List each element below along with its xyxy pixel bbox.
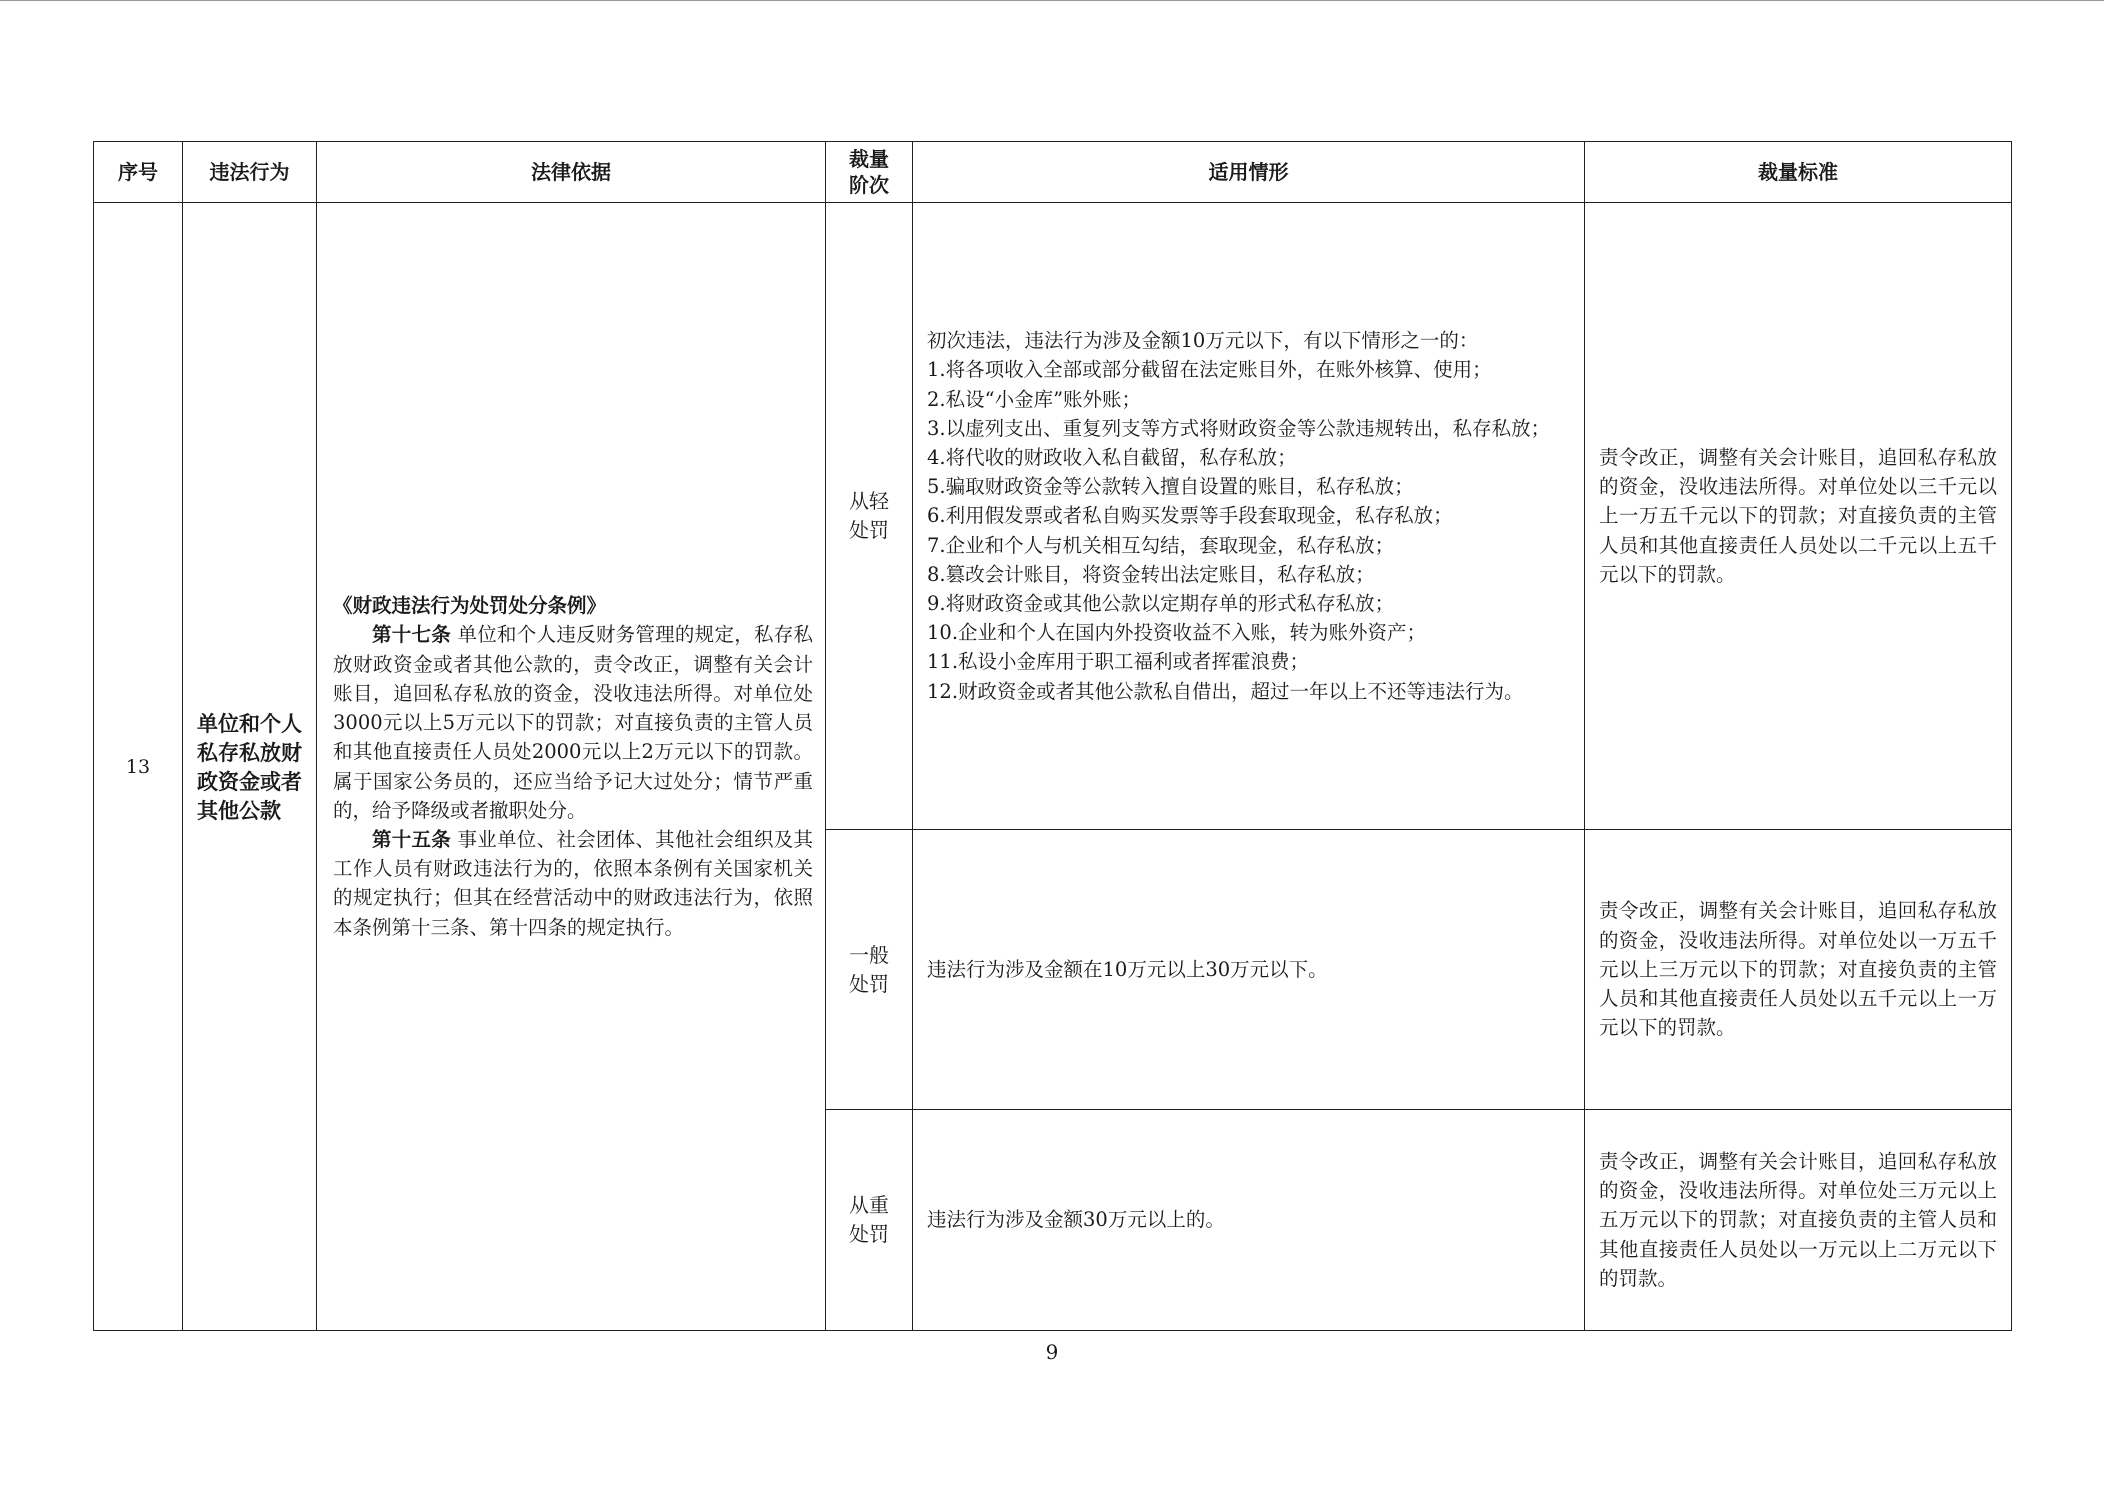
situation-item: 2.私设“小金库”账外账； bbox=[927, 387, 1142, 411]
header-act: 违法行为 bbox=[183, 142, 317, 203]
basis-title: 《财政违法行为处罚处分条例》 bbox=[333, 594, 607, 618]
tier-level-light bbox=[826, 203, 913, 830]
situation-item: 8.篡改会计账目，将资金转出法定账目，私存私放； bbox=[927, 562, 1375, 586]
tier-level-general-label: 一般处罚 bbox=[849, 942, 889, 996]
article-17-head: 第十七条 bbox=[372, 623, 452, 647]
legal-basis bbox=[317, 203, 826, 1331]
situation-intro: 初次违法，违法行为涉及金额10万元以下，有以下情形之一的： bbox=[927, 329, 1479, 353]
tier-situation-general: 违法行为涉及金额在10万元以上30万元以下。 bbox=[913, 830, 1585, 1110]
discretion-table bbox=[93, 141, 2012, 1331]
situation-item: 7.企业和个人与机关相互勾结，套取现金，私存私放； bbox=[927, 533, 1395, 557]
situation-item: 6.利用假发票或者私自购买发票等手段套取现金，私存私放； bbox=[927, 504, 1453, 528]
tier-situation-heavy: 违法行为涉及金额30万元以上的。 bbox=[913, 1110, 1585, 1331]
tier-situation-light bbox=[913, 203, 1585, 830]
tier-level-light-label: 从轻处罚 bbox=[849, 489, 889, 542]
page-number: 9 bbox=[1045, 1340, 1059, 1364]
table-header-row bbox=[94, 142, 2012, 203]
tier-level-heavy bbox=[826, 1110, 913, 1331]
situation-item: 11.私设小金库用于职工福利或者挥霍浪费； bbox=[927, 650, 1310, 674]
situation-item: 12.财政资金或者其他公款私自借出，超过一年以上不还等违法行为。 bbox=[927, 679, 1524, 703]
situation-item: 9.将财政资金或其他公款以定期存单的形式私存私放； bbox=[927, 592, 1395, 615]
header-situation: 适用情形 bbox=[913, 142, 1585, 203]
situation-item: 3.以虚列支出、重复列支等方式将财政资金等公款违规转出，私存私放； bbox=[927, 416, 1551, 440]
situation-item: 10.企业和个人在国内外投资收益不入账，转为账外资产； bbox=[927, 621, 1427, 645]
article-15-head: 第十五条 bbox=[372, 827, 452, 851]
tier-level-general bbox=[826, 830, 913, 1110]
header-basis: 法律依据 bbox=[317, 142, 826, 203]
header-no: 序号 bbox=[94, 142, 183, 203]
situation-item: 5.骗取财政资金等公款转入擅自设置的账目，私存私放； bbox=[927, 475, 1414, 499]
basis-article-15 bbox=[333, 825, 813, 942]
situation-item: 1.将各项收入全部或部分截留在法定账目外，在账外核算、使用； bbox=[927, 358, 1492, 382]
article-15-text: 事业单位、社会团体、其他社会组织及其工作人员有财政违法行为的，依照本条例有关国家机关的规定执行；但其在经营活动中的财政违法行为，依照本条例第十三条、第十四条的规定执行。 bbox=[333, 827, 813, 939]
row-number: 13 bbox=[94, 203, 183, 1331]
tier-standard-heavy: 责令改正，调整有关会计账目，追回私存私放的资金，没收违法所得。对单位处三万元以上五万元以下的罚款；对直接负责的主管人员和其他直接责任人员处以一万元以上二万元以下的罚款。 bbox=[1585, 1110, 2012, 1331]
article-17-text: 单位和个人违反财务管理的规定，私存私放财政资金或者其他公款的，责令改正，调整有关会计账目，追回私存私放的资金，没收违法所得。对单位处3000元以上5万元以下的罚款；对直接负责的主管人员和其他直接责任人员处2000元以上2万元以下的罚款。属于国家公务员的，还应当给予记大过处分；情节严重的，给予降级或者撤职处分。 bbox=[333, 623, 813, 822]
violation-act: 单位和个人私存私放财政资金或者其他公款 bbox=[183, 203, 317, 1331]
header-level: 裁量阶次 bbox=[826, 142, 913, 203]
tier-standard-general: 责令改正，调整有关会计账目，追回私存私放的资金，没收违法所得。对单位处以一万五千元以上三万元以下的罚款；对直接负责的主管人员和其他直接责任人员处以五千元以上一万元以下的罚款。 bbox=[1585, 830, 2012, 1110]
table-row bbox=[94, 203, 2012, 830]
tier-level-heavy-label: 从重处罚 bbox=[849, 1193, 889, 1246]
situation-item: 4.将代收的财政收入私自截留，私存私放； bbox=[927, 445, 1297, 469]
header-standard: 裁量标准 bbox=[1585, 142, 2012, 203]
tier-standard-light: 责令改正，调整有关会计账目，追回私存私放的资金，没收违法所得。对单位处以三千元以上一万五千元以下的罚款；对直接负责的主管人员和其他直接责任人员处以二千元以上五千元以下的罚款。 bbox=[1585, 203, 2012, 830]
top-border-line bbox=[0, 0, 2104, 1]
basis-article-17 bbox=[333, 620, 813, 824]
